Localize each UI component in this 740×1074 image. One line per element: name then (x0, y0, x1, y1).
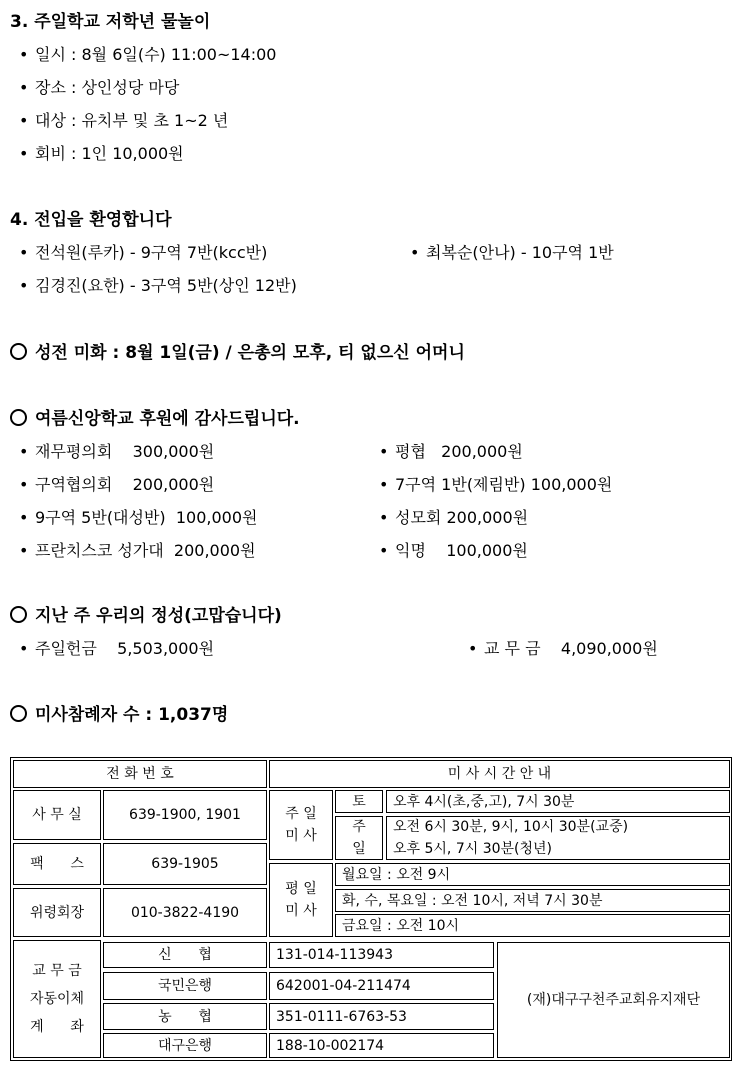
circle-icon (10, 343, 27, 360)
offering-item: • 교 무 금 4,090,000원 (484, 638, 658, 660)
phone-value: 639-1900, 1901 (103, 790, 267, 840)
phone-label: 사 무 실 (13, 790, 101, 840)
weekday-mass-label: 평 일 미 사 (269, 863, 333, 937)
weekday-time: 금요일 : 오전 10시 (335, 914, 730, 937)
thanks-heading (10, 408, 300, 430)
circle-icon (10, 705, 27, 722)
donor-item: • 9구역 5반(대성반) 100,000원 (35, 507, 257, 529)
art-title: 성전 미화 : 8월 1일(금) / 은총의 모후, 티 없으신 어머니 (35, 343, 465, 363)
phone-label: 위령회장 (13, 888, 101, 937)
circle-icon (10, 606, 27, 623)
attendance-heading (10, 704, 228, 726)
account-number: 642001-04-211474 (269, 972, 494, 1000)
phone-label: 팩 스 (13, 843, 101, 885)
account-label: 교 무 금 자동이체 계 좌 (13, 940, 101, 1058)
donor-item: • 구역협의회 200,000원 (35, 474, 214, 496)
donor-item: • 성모회 200,000원 (395, 507, 528, 529)
donor-item: • 프란치스코 성가대 200,000원 (35, 540, 256, 562)
donor-item: • 평협 200,000원 (395, 441, 523, 463)
sec3-item: • 일시 : 8월 6일(수) 11:00~14:00 (35, 44, 276, 66)
account-number: 188-10-002174 (269, 1033, 494, 1058)
account-holder: (재)대구구천주교회유지재단 (497, 942, 730, 1058)
sec4-item: • 최복순(안나) - 10구역 1반 (426, 242, 614, 264)
mass-header: 미 사 시 간 안 내 (269, 760, 730, 788)
offering-title: 지난 주 우리의 정성(고맙습니다) (35, 606, 282, 626)
phone-value: 639-1905 (103, 843, 267, 885)
saturday-label: 토 (335, 790, 383, 813)
bank-name: 대구은행 (103, 1033, 267, 1058)
section-4-title: 4. 전입을 환영합니다 (10, 210, 172, 230)
sunday-label: 주 일 (335, 816, 383, 860)
sec4-item: • 김경진(요한) - 3구역 5반(상인 12반) (35, 275, 297, 297)
attendance-title: 미사참례자 수 : 1,037명 (35, 705, 229, 725)
section-3-title: 3. 주일학교 저학년 물놀이 (10, 12, 211, 32)
phone-header: 전 화 번 호 (13, 760, 267, 788)
circle-icon (10, 409, 27, 426)
sec3-item: • 대상 : 유치부 및 초 1~2 년 (35, 110, 228, 132)
sunday-mass-label: 주 일 미 사 (269, 790, 333, 860)
bank-name: 농 협 (103, 1003, 267, 1030)
sec3-item: • 장소 : 상인성당 마당 (35, 77, 179, 99)
account-number: 131-014-113943 (269, 942, 494, 968)
offering-heading (10, 605, 282, 627)
bank-name: 국민은행 (103, 972, 267, 1000)
sec3-item: • 회비 : 1인 10,000원 (35, 143, 184, 165)
saturday-time: 오후 4시(초,중,고), 7시 30분 (386, 790, 730, 813)
weekday-time: 월요일 : 오전 9시 (335, 863, 730, 886)
weekday-time: 화, 수, 목요일 : 오전 10시, 저녁 7시 30분 (335, 889, 730, 912)
phone-value: 010-3822-4190 (103, 888, 267, 937)
donor-item: • 익명 100,000원 (395, 540, 528, 562)
sunday-time: 오전 6시 30분, 9시, 10시 30분(교중) 오후 5시, 7시 30분(청년) (386, 816, 730, 860)
thanks-title: 여름신앙학교 후원에 감사드립니다. (35, 409, 300, 429)
art-heading (10, 342, 465, 364)
bank-name: 신 협 (103, 942, 267, 968)
account-number: 351-0111-6763-53 (269, 1003, 494, 1030)
donor-item: • 7구역 1반(제림반) 100,000원 (395, 474, 612, 496)
offering-item: • 주일헌금 5,503,000원 (35, 638, 214, 660)
donor-item: • 재무평의회 300,000원 (35, 441, 214, 463)
sec4-item: • 전석원(루카) - 9구역 7반(kcc반) (35, 242, 267, 264)
